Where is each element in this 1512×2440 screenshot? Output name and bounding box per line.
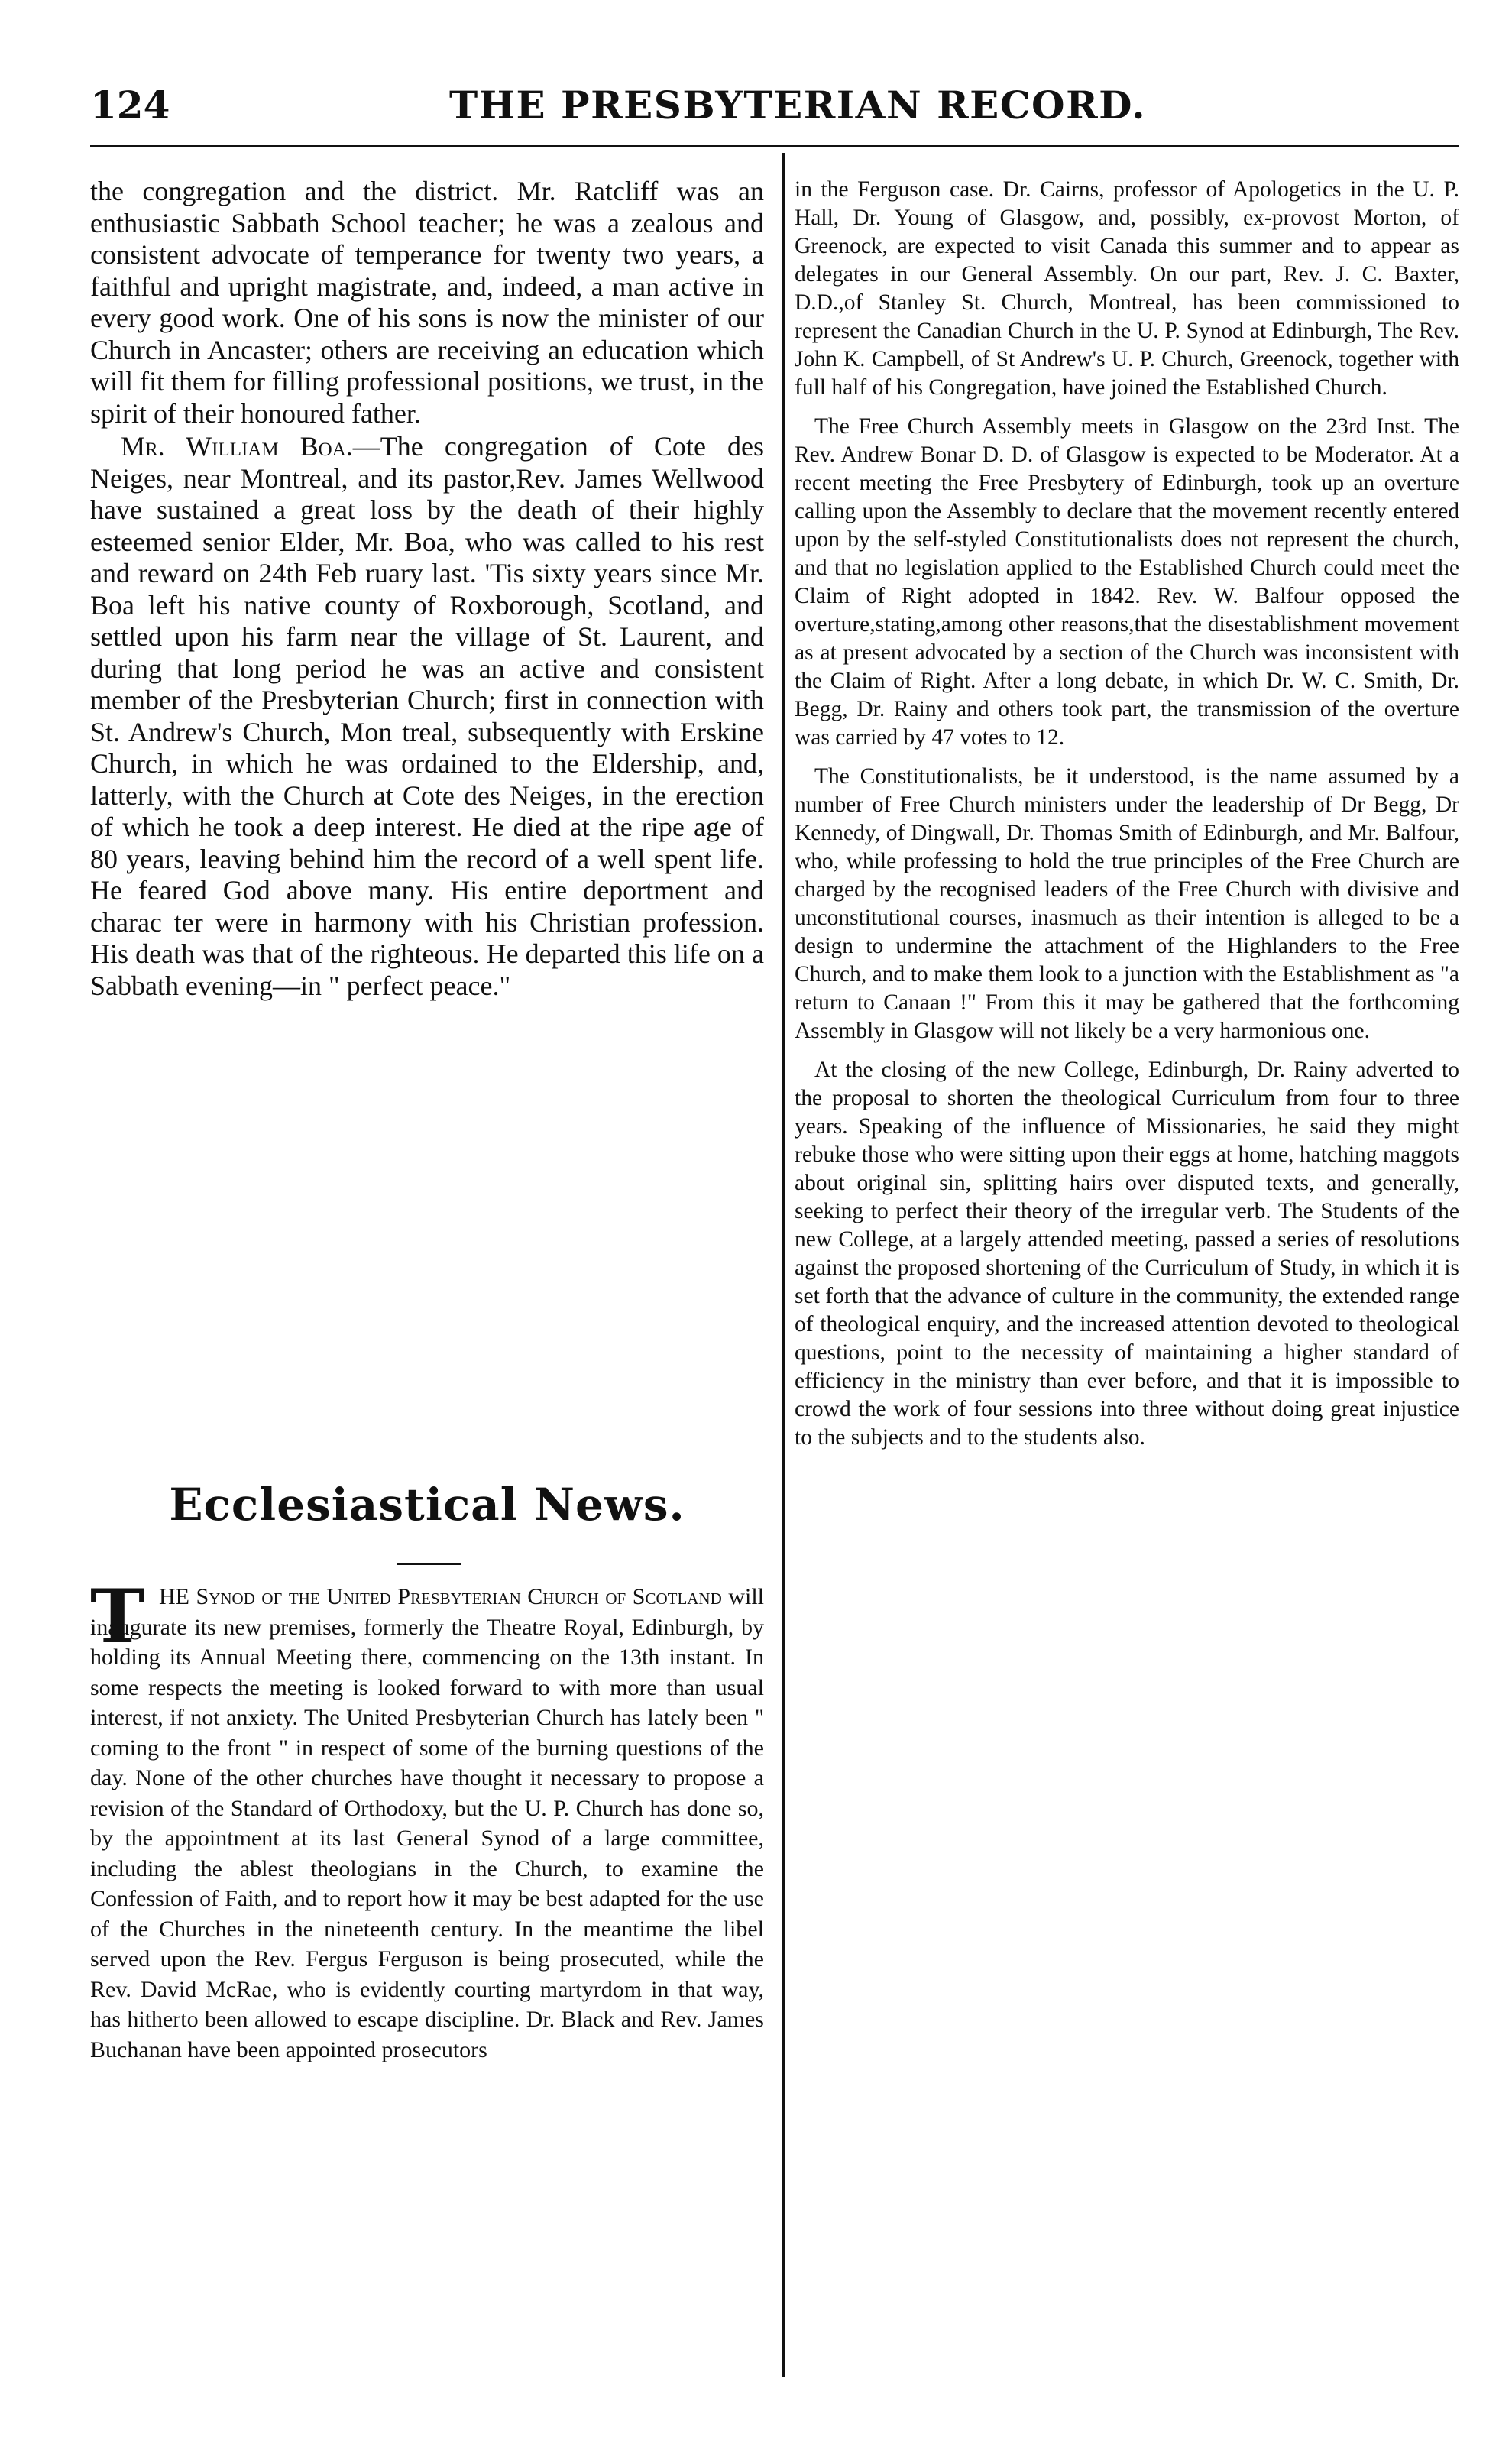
header-rule — [90, 145, 1459, 147]
paragraph-ferguson-case: in the Ferguson case. Dr. Cairns, professor of Apologetics in the U. P. Hall, Dr. Young of Glasgow, and, possibly, ex-provost Morton, of Greenock, are expected to visit Canada this summer and to appear as delegates in our General Assembly. On our part, Rev. J. C. Baxter, D.D.,of Stanley St. Church, Montreal, has been commissioned to represent the Canadian Church in the U. P. Synod at Edinburgh, The Rev. John K. Campbell, of St Andrew's U. P. Church, Greenock, together with full half of his Congregation, have joined the Established Church. — [795, 177, 1459, 400]
drop-cap: T — [90, 1573, 145, 1660]
paragraph-obituary-boa — [90, 431, 764, 1002]
page-header — [90, 83, 1459, 128]
column-divider — [782, 153, 785, 2377]
paragraph-constitutionalists: The Constitutionalists, be it understood, is the name assumed by a number of Free Church ministers under the leadership of Dr Begg, Dr Kennedy, of Dingwall, Dr. Thomas Smith of Edinburgh, and Mr. Balfour, who, while professing to hold the true principles of the Free Church are charged by the recognised leaders of the Free Church with divisive and unconstitutional courses, inasmuch as their intention is alleged to be a design to undermine the attachment of the Highlanders to the Free Church, and to make them look to a junction with the Establishment as "a return to Canaan !" From this it may be gathered that the forthcoming Assembly in Glasgow will not likely be a very harmonious one. — [795, 764, 1459, 1043]
left-column-top — [90, 176, 764, 1002]
paragraph-free-church-assembly: The Free Church Assembly meets in Glasgow on the 23rd Inst. The Rev. Andrew Bonar D. D. of Glasgow is expected to be Moderator. At a recent meeting the Free Presbytery of Edinburgh, took up an overture calling upon the Assembly to declare that the movement recently entered upon by the self-styled Constitutionalists does not represent the church, and that no legislation applied to the Established Church could meet the Claim of Right adopted in 1842. Rev. W. Balfour opposed the overture,stating,among other reasons,that the disestablishment movement as at present advocated by a section of the Church was inconsistent with the Claim of Right. After a long debate, in which Dr. W. C. Smith, Dr. Begg, Dr. Rainy and others took part, the transmission of the overture was carried by 47 votes to 12. — [795, 414, 1459, 750]
heading-rule — [397, 1563, 461, 1565]
obituary-text: —The congregation of Cote des Neiges, near Montreal, and its pastor,Rev. James Wellwood have sustained a great loss by the death of their highly esteemed senior Elder, Mr. Boa, who was called to his rest and reward on 24th Feb ruary last. 'Tis sixty years since Mr. Boa left his native county of Roxborough, Scotland, and settled upon his farm near the village of St. Laurent, and during that long period he was an active and consistent member of the Presbyterian Church; first in connection with St. Andrew's Church, Mon treal, subsequently with Erskine Church, in which he was ordained to the Eldership, and, latterly, with the Church at Cote des Neiges, in the erection of which he took a deep interest. He died at the ripe age of 80 years, leaving behind him the record of a well spent life. He feared God above many. His entire deportment and charac ter were in harmony with his Christian profession. His death was that of the righteous. He departed this life on a Sabbath evening—in " perfect peace." — [90, 431, 764, 1001]
paragraph-synod — [90, 1573, 764, 2065]
paragraph-congregation: the congregation and the district. Mr. Ratcliff was an enthusiastic Sabbath School teacher; he was a zealous and consistent advocate of temperance for twenty two years, a faithful and upright magistrate, and, indeed, a man active in every good work. One of his sons is now the minister of our Church in Ancaster; others are receiving an education which will fit them for filling professional positions, we trust, in the spirit of their honoured father. — [90, 176, 764, 429]
section-heading: Ecclesiastical News. — [169, 1479, 685, 1531]
left-column-news — [90, 1573, 764, 2065]
paragraph-new-college: At the closing of the new College, Edinburgh, Dr. Rainy adverted to the proposal to shorten the theological Curriculum from four to three years. Speaking of the influence of Missionaries, he said they might rebuke those who were sitting upon their eggs at home, hatching maggots about original sin, splitting hairs over disputed texts, and generally, seeking to perfect their theory of the irregular verb. The Students of the new College, at a largely attended meeting, passed a series of resolutions against the proposed shortening of the Curriculum of Study, in which it is set forth that the advance of culture in the community, the extended range of theological enquiry, and the increased attention devoted to theological questions, point to the necessity of maintaining a higher standard of efficiency in the ministry than ever before, and that it is impossible to crowd the work of four sessions into three without doing great injustice to the subjects and to the students also. — [795, 1058, 1459, 1450]
journal-title: THE PRESBYTERIAN RECORD. — [449, 83, 1147, 128]
right-column — [795, 176, 1459, 1463]
synod-lead: HE Synod of the United Presbyterian Church of Scotland — [159, 1584, 722, 1609]
obituary-name: Mr. William Boa. — [121, 431, 353, 462]
page-number: 124 — [90, 83, 170, 128]
synod-text: will inaugurate its new premises, formerly the Theatre Royal, Edinburgh, by holding its Annual Meeting there, commencing on the 13th instant. In some respects the meeting is looked forward to with more than usual interest, if not anxiety. The United Presbyterian Church has lately been " coming to the front " in respect of some of the burning questions of the day. None of the other churches have thought it necessary to propose a revision of the Standard of Orthodoxy, but the U. P. Church has done so, by the appointment at its last General Synod of a large committee, including the ablest theologians in the Church, to examine the Confession of Faith, and to report how it may be best adapted for the use of the Churches in the nineteenth century. In the meantime the libel served upon the Rev. Fergus Ferguson is being prosecuted, while the Rev. David McRae, who is evidently courting martyrdom in that way, has hitherto been allowed to escape discipline. Dr. Black and Rev. James Buchanan have been appointed prosecutors — [90, 1584, 764, 2062]
